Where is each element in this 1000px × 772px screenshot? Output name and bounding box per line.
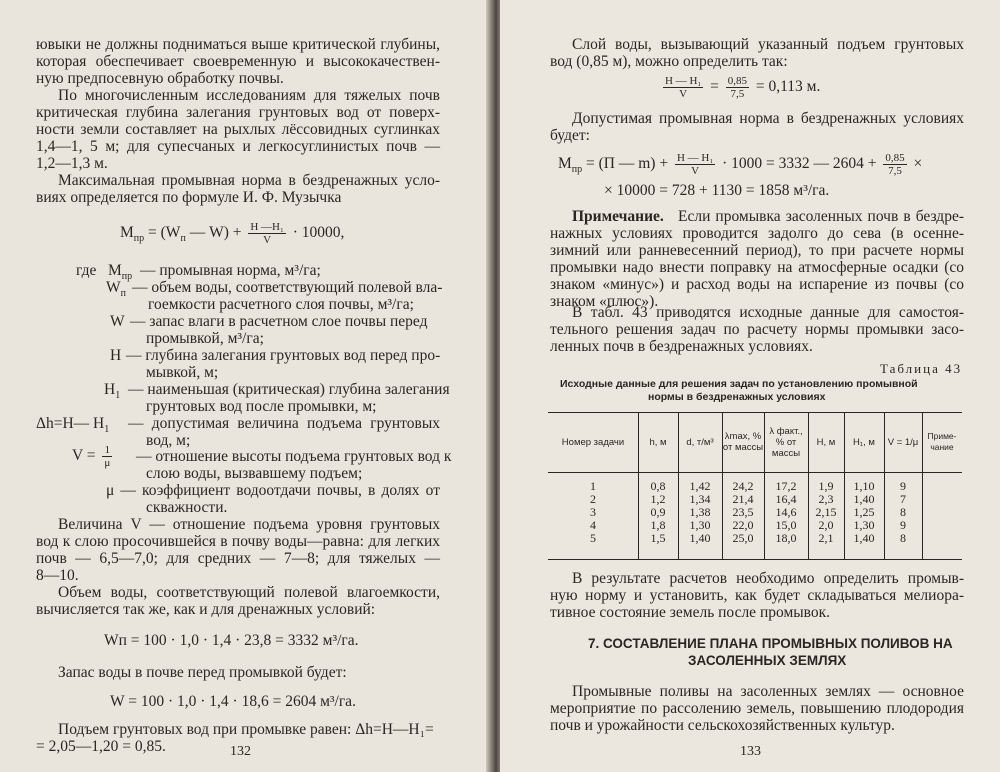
table-column: [678, 480, 722, 545]
text-line: Максимальная промывная норма в бездренажных усло-: [58, 172, 440, 189]
definition-text: скважности.: [146, 499, 228, 516]
text-line: Допустимая промывная норма в бездренажных условиях: [572, 110, 964, 127]
equation-w: W = 100 · 1,0 · 1,4 · 18,6 = 2604 м³/га.: [110, 693, 356, 710]
table-cell: 14,6: [775, 505, 797, 519]
table-cell: 7: [900, 492, 906, 506]
definition-text: слою воды, вызвавшему подъем;: [146, 465, 363, 482]
text-line: вод к слою просочившейся в почву воды—равна: для легких: [36, 533, 440, 550]
table-cell: 1,8: [650, 518, 666, 532]
fraction: $\frac{0,85}{7,5}$: [727, 74, 747, 100]
table-header-cell: H, м: [816, 436, 836, 448]
table-cell: 1,30: [853, 518, 875, 532]
table-cell: 2: [590, 492, 596, 506]
text-line: = 2,05—1,20 = 0,85.: [36, 738, 166, 755]
text-line: знаком «минус») и расход воды на испарение из почвы (со: [550, 276, 964, 293]
table-cell: 1: [590, 479, 596, 493]
section-heading: ЗАСОЛЕННЫХ ЗЕМЛЯХ: [688, 653, 847, 668]
text-line: ную норму и установить, как будет складываться мелиора-: [550, 587, 964, 604]
text-line: Промывные поливы на засоленных землях — основное: [572, 683, 964, 700]
table-cell: 22,0: [732, 518, 754, 532]
table-cell: 2,0: [818, 518, 834, 532]
text-line: почв и урожайности сельскохозяйственных культур.: [550, 717, 895, 734]
text-line: Объем воды, соответствующий полевой влагоемкости,: [58, 584, 440, 601]
table-header-cell: d, т/м³: [686, 436, 714, 448]
text-line: Подъем грунтовых вод при промывке равен: Δh=H—H₁=: [58, 721, 434, 738]
definition-text: — наименьшая (критическая) глубина залегания: [128, 381, 450, 398]
table-cell: 17,2: [775, 479, 797, 493]
page-number: 133: [740, 744, 761, 759]
table-cell: 18,0: [775, 531, 797, 545]
table-cell: [922, 506, 962, 519]
table-cell: [922, 519, 962, 532]
note-label: Примечание.: [572, 208, 664, 225]
text-line: вод (0,85 м), можно определить так:: [550, 53, 788, 70]
definition-text: μ — коэффициент водоотдачи почвы, в долях от: [106, 482, 440, 499]
fraction: $\frac{\text{H — H₁}}{V}$: [676, 151, 714, 177]
text-line: По многочисленным исследованиям для тяжелых почв: [58, 87, 440, 104]
definition-text: грунтовых вод после промывки, м;: [146, 398, 377, 415]
fraction: $\frac{1}{\mu}$: [104, 444, 111, 469]
text-line: тельного решения задач по расчету нормы промывки засо-: [550, 321, 964, 338]
table-header-cell: H₁, м: [853, 436, 875, 448]
table-cell: 1,42: [689, 479, 711, 493]
left-page: [0, 0, 490, 772]
table-column: [548, 480, 638, 545]
fraction: $\frac{\text{H — H₁}}{V}$: [665, 74, 702, 100]
table-cell: 1,25: [853, 505, 875, 519]
text-line: Запас воды в почве перед промывкой будет:: [58, 664, 347, 681]
definition-symbol: $W_п$: [106, 279, 126, 300]
table-cell: 24,2: [732, 479, 754, 493]
table-cell: 1,9: [818, 479, 834, 493]
text-line: вычисляется так же, как и для дренажных условий:: [36, 601, 376, 618]
table-column: [764, 480, 808, 545]
table-cell: 3: [590, 505, 596, 519]
table-cell: 2,3: [818, 492, 834, 506]
table-43: [548, 412, 962, 560]
fraction: $\frac{\text{H —H₁}}{V}$: [250, 221, 284, 246]
table-cell: [922, 493, 962, 506]
definition-text: — глубина залегания грунтовых вод перед про-: [126, 347, 441, 364]
table-column: [638, 480, 678, 545]
table-cell: [922, 480, 962, 493]
table-cell: 23,5: [732, 505, 754, 519]
definition-symbol: Δh=H— $H_1$: [36, 415, 110, 436]
text-line: ленных почв в бездренажных условиях.: [550, 338, 813, 355]
table-cell: 4: [590, 518, 596, 532]
table-cell: 1,10: [853, 479, 875, 493]
table-header-cell: λ факт., % от массы: [769, 425, 803, 459]
table-column: [722, 480, 764, 545]
table-cell: 0,9: [650, 505, 666, 519]
definition-v: V = $\frac{1}{\mu}$: [72, 444, 111, 469]
table-cell: 25,0: [732, 531, 754, 545]
definition-symbol: $H_1$: [104, 381, 121, 402]
table-caption: Исходные данные для решения задач по установлению промывной: [560, 378, 918, 390]
table-cell: 1,38: [689, 505, 711, 519]
text-line: зимний или ранневесенний период), то при расчете нормы: [550, 242, 964, 259]
section-heading: 7. СОСТАВЛЕНИЕ ПЛАНА ПРОМЫВНЫХ ПОЛИВОВ НА: [588, 636, 953, 651]
text-line: ювыки не должны подниматься выше критической глубины,: [36, 36, 440, 53]
table-cell: 1,5: [650, 531, 666, 545]
table-cell: 5: [590, 531, 596, 545]
definition-symbol: W: [110, 313, 125, 330]
table-column: [808, 480, 844, 545]
table-header-cell: V = 1/μ: [887, 436, 919, 448]
definition-text: — отношение высоты подъема грунтовых вод к: [136, 448, 452, 465]
table-header-cell: λmax, % от массы: [722, 431, 764, 453]
where-label: где: [76, 262, 97, 279]
text-line: будет:: [550, 127, 590, 144]
right-page: [500, 0, 1000, 772]
table-cell: 0,8: [650, 479, 666, 493]
text-line: которая обеспечивает своевременную и высококачествен-: [36, 53, 440, 70]
table-cell: 15,0: [775, 518, 797, 532]
equation-wp: Wп = 100 · 1,0 · 1,4 · 23,8 = 3332 м³/га.: [104, 632, 359, 649]
table-cell: 1,40: [689, 531, 711, 545]
page-number: 132: [230, 744, 251, 759]
definition-symbol: $M_{пр}$: [108, 262, 133, 283]
table-cell: 2,15: [815, 505, 837, 519]
equation-norm-1: $M_{пр} = (П$ — m) + $\frac{\text{H — H₁}}{V}$ · 1000 = 3332 — 2604 + $\frac{0,85}{7,5}$ ×: [558, 151, 923, 177]
table-cell: 21,4: [732, 492, 754, 506]
text-line: промывки надо внести поправку на атмосферные осадки (со: [550, 259, 964, 276]
table-cell: 2,1: [818, 531, 834, 545]
text-line: нажных условиях проводится задолго до сева (в осенне-: [550, 225, 964, 242]
text-line: ности земли составляет на рыхлых лёссовидных суглинках: [36, 121, 440, 138]
table-cell: 1,40: [853, 531, 875, 545]
text-line: Слой воды, вызывающий указанный подъем грунтовых: [572, 36, 964, 53]
table-caption: нормы в бездренажных условиях: [648, 391, 826, 403]
text-line: ную предпосевную обработку почвы.: [36, 70, 284, 87]
table-cell: 9: [900, 479, 906, 493]
table-cell: 1,34: [689, 492, 711, 506]
text-line: Если промывка засоленных почв в бездре-: [678, 208, 964, 225]
text-line: почв — 6,5—7,0; для средних — 7—8; для тяжелых —: [36, 550, 440, 567]
table-column: [844, 480, 884, 545]
definition-text: гоемкости расчетного слоя почвы, м³/га;: [148, 296, 414, 313]
definition-text: — запас влаги в расчетном слое почвы перед: [130, 313, 428, 330]
text-line: тивное состояние земель после промывок.: [550, 604, 831, 621]
table-header-cell: Номер задачи: [561, 436, 625, 448]
table-cell: 1,30: [689, 518, 711, 532]
definition-text: — промывная норма, м³/га;: [140, 262, 321, 279]
table-cell: 1,2: [650, 492, 666, 506]
table-cell: 1,40: [853, 492, 875, 506]
table-cell: 9: [900, 518, 906, 532]
text-line: 1,4—1, 5 м; для супесчаных и легкосуглинистых почв —: [36, 138, 440, 155]
table-column: [884, 480, 922, 545]
table-cell: 8: [900, 531, 906, 545]
definition-symbol: H: [110, 347, 122, 364]
table-cell: 8: [900, 505, 906, 519]
text-line: критическая глубина залегания грунтовых вод от поверх-: [36, 104, 440, 121]
definition-text: — объем воды, соответствующий полевой вла-: [132, 279, 443, 296]
table-cell: 16,4: [775, 492, 797, 506]
equation-layer: $\frac{\text{H — H₁}}{V}$ = $\frac{0,85}{7,5}$ = 0,113 м.: [665, 74, 821, 100]
definition-text: промывкой, м³/га;: [146, 330, 264, 347]
text-line: В табл. 43 приводятся исходные данные для самостоя-: [572, 304, 964, 321]
formula-main: $M_{пр} = (W_п$ — W) + $\frac{\text{H —H₁}}{V}$ · 10000,: [120, 221, 345, 246]
text-line: виях определяется по формуле И. Ф. Музычка: [36, 189, 342, 206]
definition-text: вод, м;: [146, 432, 191, 449]
equation-norm-2: × 10000 = 728 + 1130 = 1858 м³/га.: [604, 182, 830, 199]
text-line: мероприятие по рассолению земель, повышению плодородия: [550, 700, 964, 717]
table-cell: [922, 532, 962, 545]
fraction: $\frac{0,85}{7,5}$: [885, 151, 905, 177]
text-line: знаком «плюс»).: [550, 293, 659, 310]
table-label: Таблица 43: [880, 361, 963, 376]
definition-text: — допустимая величина подъема грунтовых: [128, 415, 440, 432]
text-line: Величина V — отношение подъема уровня грунтовых: [58, 516, 440, 533]
table-column: [922, 480, 962, 545]
table-header-cell: h, м: [649, 436, 667, 448]
text-line: 1,2—1,3 м.: [36, 155, 108, 172]
definition-text: мывкой, м;: [146, 364, 219, 381]
text-line: В результате расчетов необходимо определить промыв-: [572, 570, 964, 587]
text-line: 8—10.: [36, 567, 79, 584]
table-header-cell: Приме-чание: [927, 431, 957, 452]
